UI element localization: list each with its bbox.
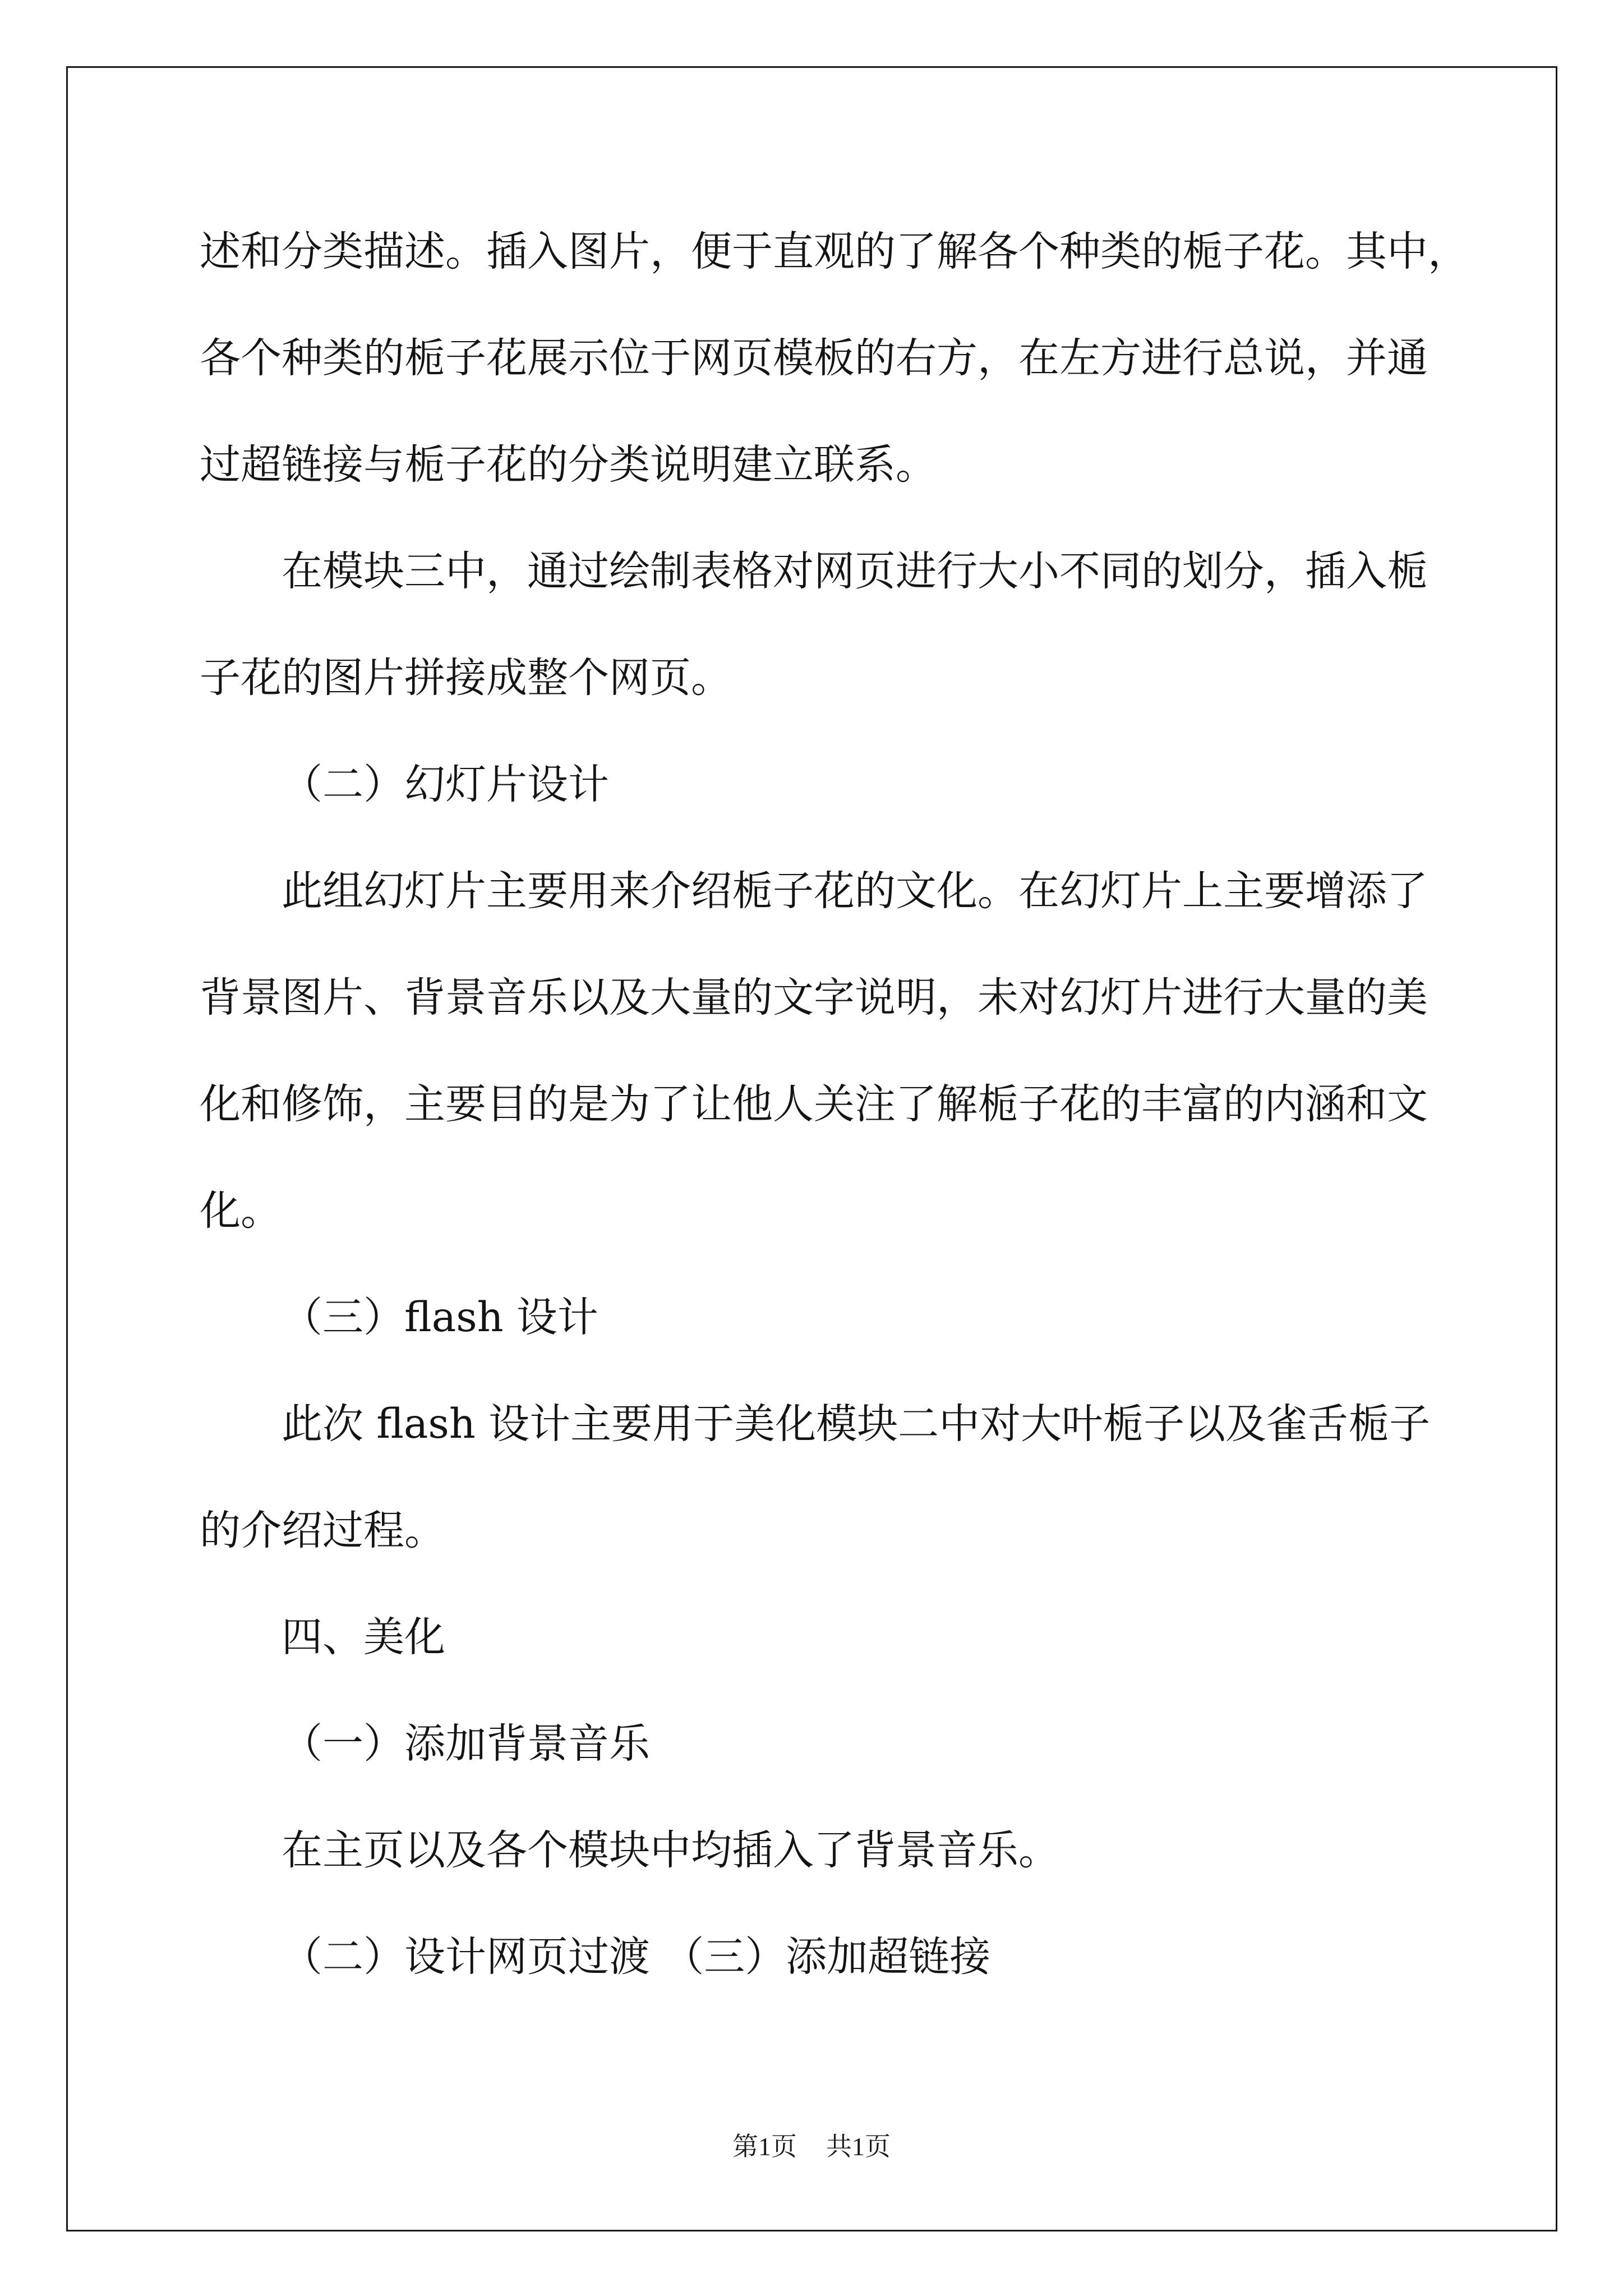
text-line: 此次 flash 设计主要用于美化模块二中对大叶栀子以及雀舌栀子: [282, 1400, 1431, 1448]
section-heading-text: （二）设计网页过渡 （三）添加超链接: [282, 1933, 991, 1981]
page-footer: [0, 2130, 1623, 2164]
section-heading: [200, 1691, 1534, 1797]
paragraph: [200, 199, 1534, 518]
text-line: 过超链接与栀子花的分类说明建立联系。: [200, 441, 937, 489]
section-heading-text: （三）flash 设计: [282, 1294, 598, 1341]
text-line: 化和修饰，主要目的是为了让他人关注了解栀子花的丰富的内涵和文: [200, 1080, 1428, 1128]
section-heading-text: （二）幻灯片设计: [282, 761, 609, 808]
text-line: 子花的图片拼接成整个网页。: [200, 654, 732, 702]
section-heading: [200, 1584, 1534, 1691]
text-line: 在主页以及各个模块中均插入了背景音乐。: [282, 1826, 1059, 1874]
text-line: 背景图片、背景音乐以及大量的文字说明，未对幻灯片进行大量的美: [200, 974, 1428, 1022]
paragraph: [200, 838, 1534, 1264]
section-heading-text: （一）添加背景音乐: [282, 1720, 650, 1768]
text-line: 的介绍过程。: [200, 1507, 445, 1554]
text-line: 在模块三中，通过绘制表格对网页进行大小不同的划分，插入栀: [282, 547, 1428, 595]
footer-page-total: 共1页: [826, 2132, 891, 2161]
section-heading: [200, 1264, 1534, 1371]
section-heading: [200, 1904, 1534, 2010]
document-body: [200, 199, 1534, 2010]
text-line: 述和分类描述。插入图片，便于直观的了解各个种类的栀子花。其中，: [200, 228, 1469, 275]
footer-page-current: 第1页: [732, 2132, 797, 2161]
text-line: 各个种类的栀子花展示位于网页模板的右方，在左方进行总说，并通: [200, 334, 1428, 382]
paragraph: [200, 1797, 1534, 1904]
section-heading: [200, 731, 1534, 838]
text-line: 化。: [200, 1187, 282, 1235]
paragraph: [200, 1371, 1534, 1584]
paragraph: [200, 518, 1534, 731]
text-line: 此组幻灯片主要用来介绍栀子花的文化。在幻灯片上主要增添了: [282, 867, 1428, 915]
section-heading-text: 四、美化: [282, 1613, 445, 1661]
